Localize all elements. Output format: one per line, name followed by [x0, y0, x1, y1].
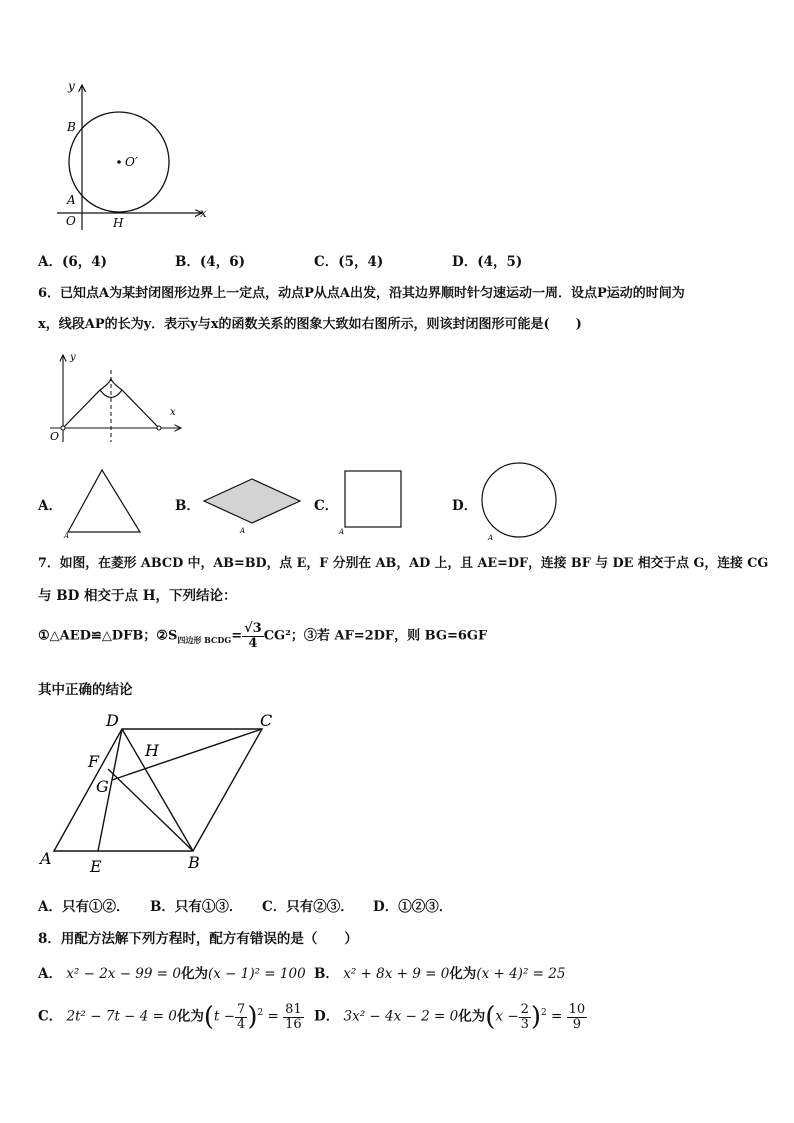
- q8-d-fden: 3: [520, 1016, 529, 1032]
- q8-d-rden: 9: [572, 1016, 582, 1032]
- fig-label-H: H: [145, 741, 159, 760]
- q8-a-label: A．: [38, 966, 62, 982]
- fig-label-A: A: [40, 849, 52, 868]
- circle-figure: [52, 80, 217, 235]
- q8-stem: 8．用配方法解下列方程时，配方有错误的是（ ）: [38, 931, 358, 947]
- rhombus-figure: [38, 706, 288, 878]
- q8-c-eq: 2t² − 7t − 4 = 0: [66, 1008, 177, 1025]
- graph-label-x: x: [170, 407, 176, 418]
- rhombus-shape: [200, 473, 305, 535]
- q7-c1: ①△AED≌△DFB；②S: [38, 628, 178, 644]
- fig-label-F: F: [88, 752, 100, 771]
- q8-d-pre: x −: [495, 1008, 519, 1025]
- q7-stem-line4: 其中正确的结论: [38, 682, 133, 698]
- q6-option-b: B．: [175, 498, 200, 514]
- q5-option-a: A．(6，4): [38, 254, 108, 270]
- q8-a-eq: x² − 2x − 99 = 0: [66, 966, 181, 982]
- q7-conclusions: [38, 622, 487, 650]
- q5-option-d: D．(4，5): [452, 254, 523, 270]
- fig-label-E: E: [90, 857, 102, 876]
- graph-label-y: y: [70, 352, 76, 363]
- sqrt3-over-4: [242, 622, 264, 650]
- q8-c-conv: 化为: [176, 1008, 204, 1025]
- q8-c-rfrac: [283, 1003, 304, 1031]
- q6-stem-line1: 6．已知点A为某封闭图形边界上一定点，动点P从点A出发，沿其边界顺时针匀速运动一周．设点P运动的时间为: [38, 286, 685, 301]
- graph-end-dot: [157, 426, 161, 430]
- q8-d-rnum: 10: [568, 1001, 586, 1017]
- q7-option-c: C．只有②③．: [262, 899, 354, 915]
- q8-b-label: B．: [314, 966, 339, 982]
- q8-b-eq: x² + 8x + 9 = 0: [343, 966, 450, 982]
- q7-option-d: D．①②③．: [373, 899, 453, 915]
- q8-c-frac: [235, 1003, 247, 1031]
- circle-label-a: A: [488, 534, 494, 542]
- q7-c-rest: CG²；③若 AF=2DF，则 BG=6GF: [263, 628, 488, 644]
- q8-a-res: (x − 1)² = 100: [207, 966, 306, 982]
- label-x: x: [200, 206, 207, 220]
- circle-shape: [476, 461, 561, 543]
- q7-option-a: A．只有①②．: [38, 899, 130, 915]
- fig-label-C: C: [260, 711, 273, 730]
- q7-option-b: B．只有①③．: [150, 899, 243, 915]
- q8-option-c: C． 2t² − 7t − 4 = 0化为(t − $\frac{7}{4}$ )$^2$ = $\frac{81}{16}$: [38, 1001, 302, 1032]
- q6-option-a: A．: [38, 498, 62, 514]
- q8-d-label: D．: [314, 1008, 340, 1025]
- q8-a-conv: 化为: [180, 966, 208, 982]
- q7-c-sub: 四边形 BCDG: [177, 635, 232, 646]
- q8-d-fnum: 2: [520, 1001, 529, 1017]
- q8-c-fden: 4: [237, 1016, 246, 1032]
- q8-c-rnum: 81: [285, 1001, 302, 1017]
- q6-option-d: D．: [452, 498, 478, 514]
- q8-d-rfrac: [567, 1003, 588, 1031]
- q8-option-d: D． 3x² − 4x − 2 = 0化为(x − $\frac{2}{3}$ )$^2$ = $\frac{10}{9}$: [314, 1001, 586, 1032]
- q5-option-c: C．(5，4): [314, 254, 384, 270]
- label-H: H: [113, 216, 124, 230]
- frac-num: √3: [244, 621, 262, 636]
- q8-d-eq: 3x² − 4x − 2 = 0: [343, 1008, 459, 1025]
- q8-option-b: [314, 962, 565, 982]
- function-graph: [45, 350, 190, 445]
- q7-c-eq: =: [231, 628, 243, 644]
- square-shape: [337, 468, 407, 538]
- triangle-shape: [62, 464, 147, 540]
- center-point: [117, 160, 121, 164]
- label-A: A: [67, 193, 76, 207]
- q8-c-fnum: 7: [237, 1001, 246, 1017]
- q7-stem-line2: 与 BD 相交于点 H，下列结论：: [38, 588, 237, 604]
- q8-d-frac: [519, 1003, 531, 1031]
- label-y: y: [68, 80, 75, 93]
- q8-d-conv: 化为: [458, 1008, 486, 1025]
- q8-b-conv: 化为: [449, 966, 477, 982]
- label-O: O: [66, 214, 76, 228]
- q8-option-a: [38, 962, 306, 982]
- q8-b-res: (x + 4)² = 25: [476, 966, 566, 982]
- frac-den: 4: [248, 635, 258, 651]
- q8-c-label: C．: [38, 1008, 63, 1025]
- q6-stem-line2: x，线段AP的长为y．表示y与x的函数关系的图象大致如右图所示，则该封闭图形可能是( ): [38, 317, 582, 332]
- fig-label-B: B: [188, 853, 200, 872]
- fig-label-D: D: [106, 711, 119, 730]
- q8-c-rden: 16: [285, 1016, 302, 1032]
- q8-c-pre: t −: [214, 1008, 236, 1025]
- q7-stem-line1: 7．如图，在菱形 ABCD 中，AB=BD，点 E，F 分别在 AB，AD 上，且 AE=DF，连接 BF 与 DE 相交于点 G，连接 CG: [38, 556, 769, 571]
- q5-option-b: B．(4，6): [175, 254, 245, 270]
- rhombus-label-a: A: [240, 527, 246, 535]
- square-label-a: A: [339, 528, 345, 536]
- fig-label-G: G: [96, 777, 109, 796]
- graph-origin-dot: [61, 426, 65, 430]
- graph-label-o: O: [50, 430, 60, 443]
- triangle-label-a: A: [64, 532, 70, 540]
- q6-option-c: C．: [314, 498, 339, 514]
- label-center: O′: [125, 155, 138, 169]
- label-B: B: [67, 120, 76, 134]
